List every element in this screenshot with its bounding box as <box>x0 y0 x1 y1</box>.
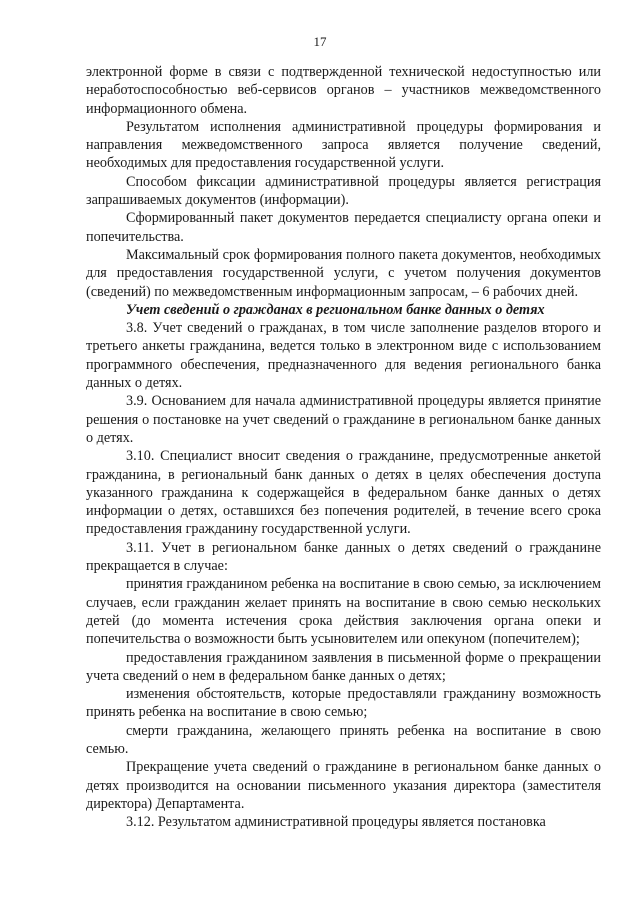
paragraph: Сформированный пакет документов передается специалисту органа опеки и попечительства. <box>86 210 601 245</box>
paragraph: электронной форме в связи с подтвержденной технической недоступностью или неработоспособностью веб-сервисов органов – участников межведомственного информационного обмена. <box>86 64 601 117</box>
section-heading: Учет сведений о гражданах в региональном банке данных о детях <box>126 301 545 318</box>
paragraph: 3.12. Результатом административной процедуры является постановка <box>126 814 546 831</box>
paragraph: 3.10. Специалист вносит сведения о гражданине, предусмотренные анкетой гражданина, в региональный банк данных о детях в целях обеспечения доступа указанного гражданина к содержащейся в федеральном банке данных о детях информации о детях, оставшихся без попечения родителей, в течение всего срока предоставления гражданину государственной услуги. <box>86 448 601 538</box>
paragraph: Прекращение учета сведений о гражданине в региональном банке данных о детях производится на основании письменного указания директора (заместителя директора) Департамента. <box>86 759 601 812</box>
paragraph: Способом фиксации административной процедуры является регистрация запрашиваемых документов (информации). <box>86 173 601 209</box>
list-item: изменения обстоятельств, которые предоставляли гражданину возможность принять ребенка на воспитание в свою семью; <box>86 686 601 721</box>
paragraph: Результатом исполнения административной процедуры формирования и направления межведомственного запроса является получение сведений, необходимых для предоставления государственной услуги. <box>86 118 601 172</box>
page-number: 17 <box>313 34 327 49</box>
paragraph: 3.11. Учет в региональном банке данных о детях сведений о гражданине прекращается в случае: <box>86 539 601 575</box>
list-item: принятия гражданином ребенка на воспитание в свою семью, за исключением случаев, если гражданин желает принять на воспитание в свою семью нескольких детей (до момента истечения срока действия заключения органа опеки и попечительства о возможности быть усыновителем или опекуном (попечителем); <box>86 576 601 648</box>
list-item: смерти гражданина, желающего принять ребенка на воспитание в свою семью. <box>86 722 601 757</box>
paragraph: Максимальный срок формирования полного пакета документов, необходимых для предоставления государственной услуги, с учетом получения документов (сведений) по межведомственным информационным запросам, – 6 рабочих дней. <box>86 246 601 300</box>
paragraph: 3.9. Основанием для начала административной процедуры является принятие решения о постановке на учет сведений о гражданине в региональном банке данных о детях. <box>86 393 601 446</box>
document-body <box>86 63 601 831</box>
paragraph: 3.8. Учет сведений о гражданах, в том числе заполнение разделов второго и третьего анкеты гражданина, ведется только в электронном виде с использованием программного обеспечения, предназначенного для ведения регионального банка данных о детях. <box>86 320 601 392</box>
list-item: предоставления гражданином заявления в письменной форме о прекращении учета сведений о нем в федеральном банке данных о детях; <box>86 649 601 684</box>
